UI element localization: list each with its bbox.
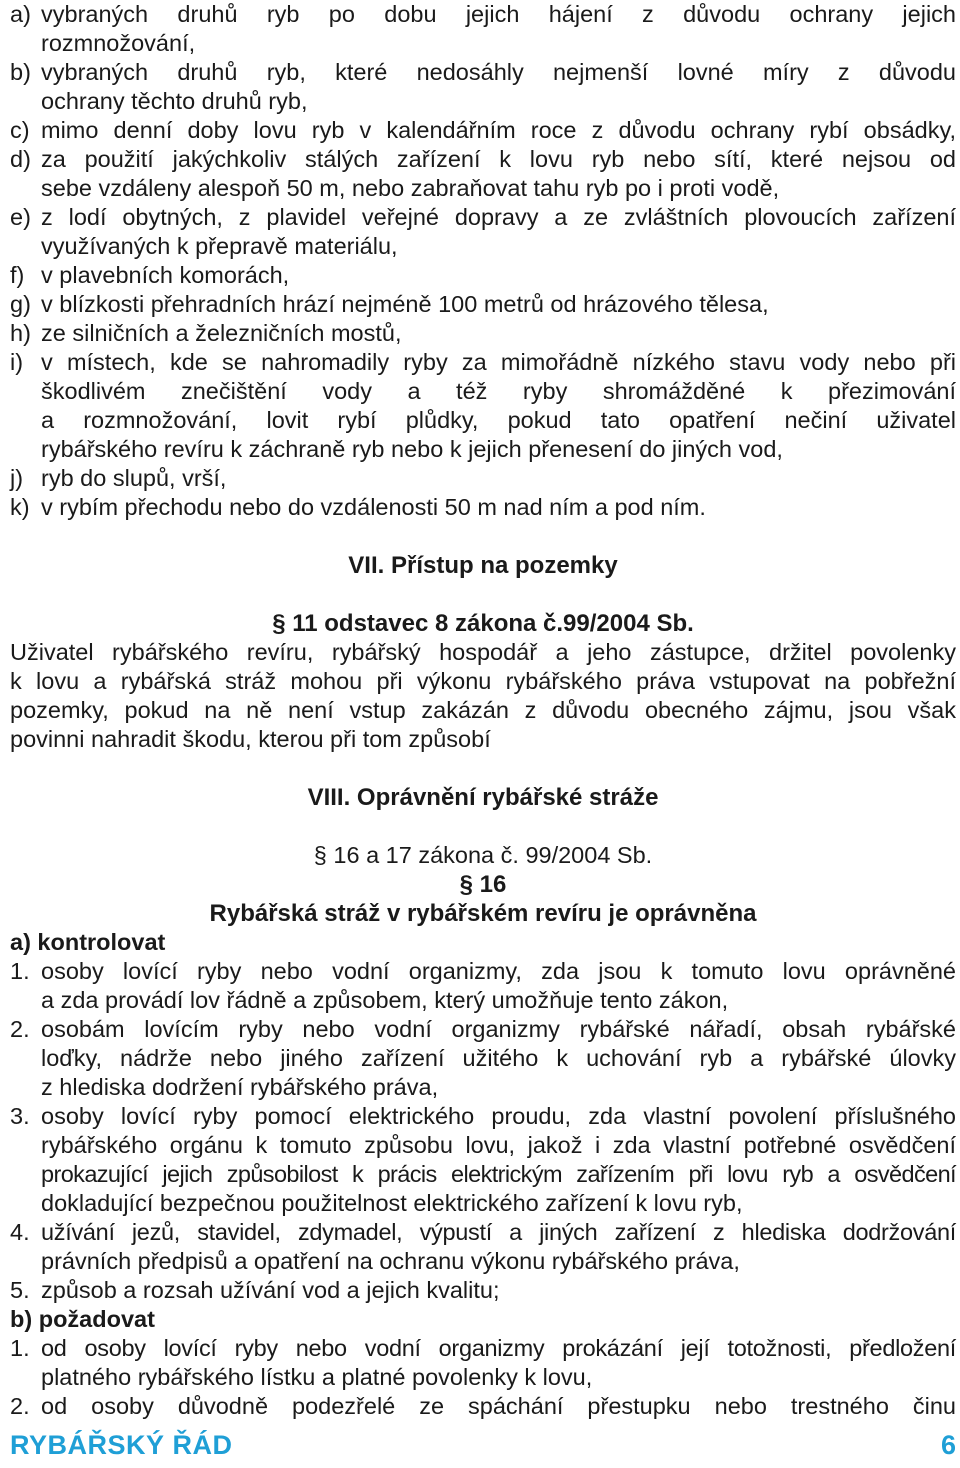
list-item-continuation [10,29,956,58]
item-text-line: z lodí obytných, z plavidel veřejné dopravy a ze zvláštních plovoucích zařízení [41,204,956,230]
list-item-continuation [10,174,956,203]
item-letter: b) [10,59,31,85]
list-item [10,319,956,348]
section-heading: VIII. Oprávnění rybářské stráže [307,784,659,811]
item-letter: k) [10,494,30,520]
list-item-continuation [10,232,956,261]
list-item [10,290,956,319]
numbered-item [10,1276,956,1305]
item-number: 5. [10,1277,30,1303]
numbered-item [10,1015,956,1044]
numbered-item [10,1102,956,1131]
subsection-heading: Rybářská stráž v rybářském revíru je oprávněna [209,900,757,927]
item-text-line: od osoby lovící ryby nebo vodní organizmy prokázání její totožnosti, předložení [41,1335,956,1361]
item-letter: e) [10,204,31,230]
list-item [10,145,956,174]
item-letter: g) [10,291,31,317]
item-text-line: loďky, nádrže nebo jiného zařízení užitého k uchování ryb a rybářské úlovky [41,1045,956,1071]
item-number: 2. [10,1016,30,1042]
numbered-item-continuation [10,1363,956,1392]
list-item [10,348,956,377]
section-access-to-land [10,551,956,754]
item-number: 4. [10,1219,30,1245]
paragraph-line: Uživatel rybářského revíru, rybářský hospodář a jeho zástupce, držitel povolenky [10,639,956,665]
numbered-item-continuation [10,1160,956,1189]
item-text-line: platného rybářského lístku a platné povolenky k lovu, [41,1364,593,1390]
paragraph-line: povinni nahradit škodu, kterou při tom způsobí [10,726,491,752]
item-letter: d) [10,146,31,172]
list-item [10,261,956,290]
list-item-continuation [10,377,956,406]
item-text-line: v plavebních komorách, [41,262,290,288]
law-reference: § 16 a 17 zákona č. 99/2004 Sb. [313,842,653,868]
list-item [10,493,956,522]
item-number: 1. [10,958,30,984]
item-text-line: ochrany těchto druhů ryb, [41,88,308,114]
item-text-line: z hlediska dodržení rybářského práva, [41,1074,439,1100]
numbered-item [10,1392,956,1421]
item-text-line: osobám lovícím ryby nebo vodní organizmy rybářské nářadí, obsah rybářské [41,1016,956,1042]
list-item-continuation [10,406,956,435]
list-item [10,116,956,145]
item-text-line: v rybím přechodu nebo do vzdálenosti 50 m nad ním a pod ním. [41,494,706,520]
item-text-line: rybářského orgánu k tomuto způsobu lovu, jakož i zda vlastní potřebné osvědčení [41,1132,956,1158]
section-heading: VII. Přístup na pozemky [348,552,618,579]
item-letter: f) [10,262,25,288]
group-title-require: b) požadovat [10,1306,155,1332]
item-letter: c) [10,117,30,143]
item-text-line: rybářského revíru k záchraně ryb nebo k jejich přenesení do jiných vod, [41,436,783,462]
numbered-item [10,1334,956,1363]
item-text-line: v blízkosti přehradních hrází nejméně 100 metrů od hrázového tělesa, [41,291,769,317]
item-text-line: sebe vzdáleny alespoň 50 m, nebo zabraňovat tahu ryb po i proti vodě, [41,175,780,201]
item-letter: a) [10,1,31,27]
item-text-line: rozmnožování, [41,30,196,56]
list-item-continuation [10,435,956,464]
item-text-line: vybraných druhů ryb po dobu jejich hájení z důvodu ochrany jejich [41,1,956,27]
page-footer [10,1430,956,1464]
item-text-line: dokladující bezpečnou použitelnost elektrického zařízení k lovu ryb, [41,1190,743,1216]
item-text-line: škodlivém znečištění vody a též ryby shromážděné k přezimování [41,378,956,404]
item-number: 2. [10,1393,30,1419]
item-letter: i) [10,349,24,375]
item-text-line: od osoby důvodně podezřelé ze spáchání přestupku nebo trestného činu [41,1393,956,1419]
numbered-item-continuation [10,1189,956,1218]
item-number: 3. [10,1103,30,1129]
item-letter: j) [10,465,24,491]
item-text-line: za použití jakýchkoliv stálých zařízení k lovu ryb nebo sítí, které nejsou od [41,146,956,172]
item-number: 1. [10,1335,30,1361]
list-item-continuation [10,87,956,116]
numbered-item-continuation [10,1247,956,1276]
numbered-item-continuation [10,986,956,1015]
item-text-line: způsob a rozsah užívání vod a jejich kvalitu; [41,1277,500,1303]
section-guard-authority [10,783,956,1421]
item-text-line: vybraných druhů ryb, které nedosáhly nejmenší lovné míry z důvodu [41,59,956,85]
page-number: 6 [940,1430,956,1460]
group-title-control: a) kontrolovat [10,929,166,955]
numbered-item [10,957,956,986]
list-item [10,464,956,493]
item-text-line: užívání jezů, stavidel, zdymadel, výpustí a jiných zařízení z hlediska dodržování [41,1219,956,1245]
numbered-item-continuation [10,1073,956,1102]
item-text-line: prokazující jejich způsobilost k prácis elektrickým zařízením při lovu ryb a osvědčení [41,1161,956,1187]
prohibition-list [10,0,956,522]
list-item [10,0,956,29]
numbered-item [10,1218,956,1247]
item-text-line: ryb do slupů, vrší, [41,465,227,491]
item-text-line: osoby lovící ryby nebo vodní organizmy, zda jsou k tomuto lovu oprávněné [41,958,956,984]
numbered-item-continuation [10,1044,956,1073]
item-text-line: v místech, kde se nahromadily ryby za mimořádně nízkého stavu vody nebo při [41,349,956,375]
document-page [10,0,956,1421]
paragraph-line: k lovu a rybářská stráž mohou při výkonu rybářského práva vstupovat na pobřežní [10,668,956,694]
item-text-line: využívaných k přepravě materiálu, [41,233,398,259]
item-text-line: a rozmnožování, lovit rybí plůdky, pokud tato opatření nečiní uživatel [41,407,956,433]
item-letter: h) [10,320,31,346]
paragraph-line: pozemky, pokud na ně není vstup zakázán z důvodu obecného zájmu, jsou však [10,697,956,723]
item-text-line: a zda provádí lov řádně a způsobem, který umožňuje tento zákon, [41,987,729,1013]
list-item [10,58,956,87]
subsection-reference: § 16 [459,871,507,898]
item-text-line: právních předpisů a opatření na ochranu výkonu rybářského práva, [41,1248,740,1274]
list-item [10,203,956,232]
numbered-item-continuation [10,1131,956,1160]
item-text-line: ze silničních a železničních mostů, [41,320,402,346]
item-text-line: mimo denní doby lovu ryb v kalendářním roce z důvodu ochrany rybí obsádky, [41,117,956,143]
item-text-line: osoby lovící ryby pomocí elektrického proudu, zda vlastní povolení příslušného [41,1103,956,1129]
document-title: RYBÁŘSKÝ ŘÁD [10,1430,233,1460]
law-reference: § 11 odstavec 8 zákona č.99/2004 Sb. [272,610,694,637]
